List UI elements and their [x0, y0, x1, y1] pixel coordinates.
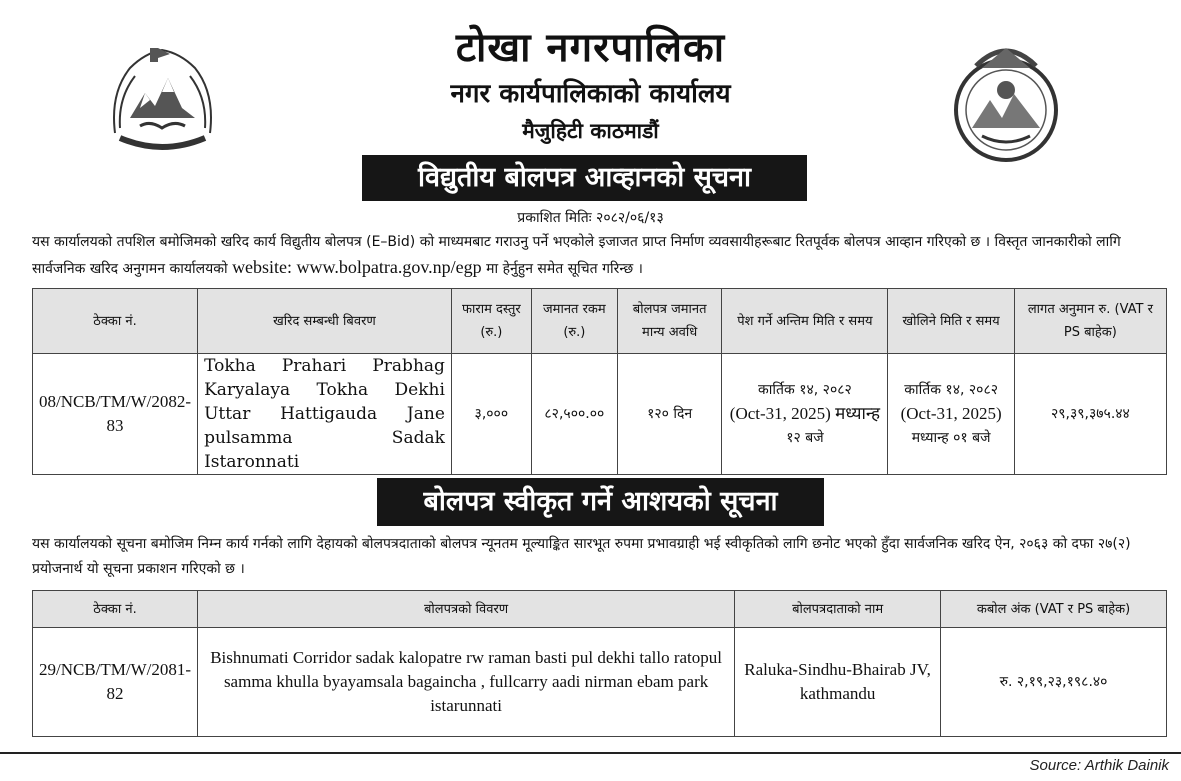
opening-english: (Oct-31, 2025) [900, 404, 1002, 423]
ebid-table [32, 288, 1167, 475]
header-estimate: लागत अनुमान रु. (VAT र PS बाहेक) [1014, 289, 1166, 354]
website-link[interactable]: website: www.bolpatra.gov.np/egp [232, 257, 482, 277]
cell-description: Tokha Prahari Prabhag Karyalaya Tokha Dekhi Uttar Hattigauda Jane pulsamma Sadak Istaronnati [198, 354, 452, 475]
header-deadline: पेश गर्ने अन्तिम मिति र समय [722, 289, 888, 354]
ebid-paragraph-text: यस कार्यालयको तपशिल बमोजिमको खरिद कार्य विद्युतीय बोलपत्र (E–Bid) को माध्यमबाट गराउनु पर्ने भएकोले इजाजत प्राप्त निर्माण व्यवसायीहरूबाट रितपूर्वक बोलपत्र आव्हान गरिएको छ । विस्तृत जानकारीको लागि सार्वजनिक खरिद अनुगमन कार्यालयको [32, 234, 1121, 277]
cell-form-fee: ३,००० [451, 354, 531, 475]
intent-notice-paragraph: यस कार्यालयको सूचना बमोजिम निम्न कार्य गर्नको लागि देहायको बोलपत्रदाताको बोलपत्र न्यूनतम मूल्याङ्कित सारभूत रुपमा प्रभावग्राही भई स्वीकृतिको लागि छनोट भएको हुँदा सार्वजनिक खरिद ऐन, २०६३ को दफा २७(२) प्रयोजनार्थ यो सूचना प्रकाशन गरिएको छ । [32, 536, 1131, 577]
header-opening: खोलिने मिति र समय [888, 289, 1014, 354]
opening-time: मध्यान्ह ०१ बजे [911, 430, 991, 446]
deadline-date: कार्तिक १४, २०८२ [758, 382, 852, 398]
cell-contract-no: 08/NCB/TM/W/2082-83 [33, 354, 198, 475]
cell-bidder: Raluka-Sindhu-Bhairab JV, kathmandu [735, 628, 941, 737]
ebid-notice-paragraph [32, 230, 1167, 282]
opening-date: कार्तिक १४, २०८२ [904, 382, 999, 398]
table-header-row [33, 289, 1167, 354]
header-bid-security: जमानत रकम (रु.) [531, 289, 617, 354]
table-row [33, 354, 1167, 475]
header-contract-no: ठेक्का नं. [33, 289, 198, 354]
cell-estimate: २९,३९,३७५.४४ [1014, 354, 1166, 475]
published-date: प्रकाशित मितिः २०८२/०६/१३ [517, 210, 664, 226]
ebid-notice-banner: विद्युतीय बोलपत्र आव्हानको सूचना [362, 155, 807, 201]
header-form-fee: फाराम दस्तुर (रु.) [451, 289, 531, 354]
header-amount: कबोल अंक (VAT र PS बाहेक) [941, 591, 1167, 628]
header-validity: बोलपत्र जमानत मान्य अवधि [617, 289, 721, 354]
office-subtitle: नगर कार्यपालिकाको कार्यालय [450, 79, 731, 109]
table-row [33, 628, 1167, 737]
deadline-time: १२ बजे [786, 430, 824, 446]
header-description: खरिद सम्बन्धी बिवरण [198, 289, 452, 354]
header-description: बोलपत्रको विवरण [198, 591, 735, 628]
cell-description: Bishnumati Corridor sadak kalopatre rw raman basti pul dekhi tallo ratopul samma khulla byayamsala bagaincha , fullcarry aadi nirman ebam park istarunnati [198, 628, 735, 737]
cell-amount: रु. २,१९,२३,१९८.४० [941, 628, 1167, 737]
deadline-english: (Oct-31, 2025) मध्यान्ह [729, 404, 881, 423]
cell-opening [888, 354, 1014, 475]
intent-notice-banner: बोलपत्र स्वीकृत गर्ने आशयको सूचना [377, 478, 824, 526]
cell-bid-security: ८२,५००.०० [531, 354, 617, 475]
intent-table [32, 590, 1167, 737]
bottom-divider [0, 752, 1181, 754]
source-credit: Source: Arthik Dainik [1029, 757, 1169, 774]
cell-validity: १२० दिन [617, 354, 721, 475]
header-bidder: बोलपत्रदाताको नाम [735, 591, 941, 628]
cell-contract-no: 29/NCB/TM/W/2081-82 [33, 628, 198, 737]
header-contract-no: ठेक्का नं. [33, 591, 198, 628]
cell-deadline [722, 354, 888, 475]
ebid-paragraph-end: मा हेर्नुहुन समेत सूचित गरिन्छ । [486, 261, 643, 277]
office-location: मैजुहिटी काठमाडौं [522, 118, 659, 143]
municipality-title: टोखा नगरपालिका [455, 24, 726, 71]
table-header-row [33, 591, 1167, 628]
